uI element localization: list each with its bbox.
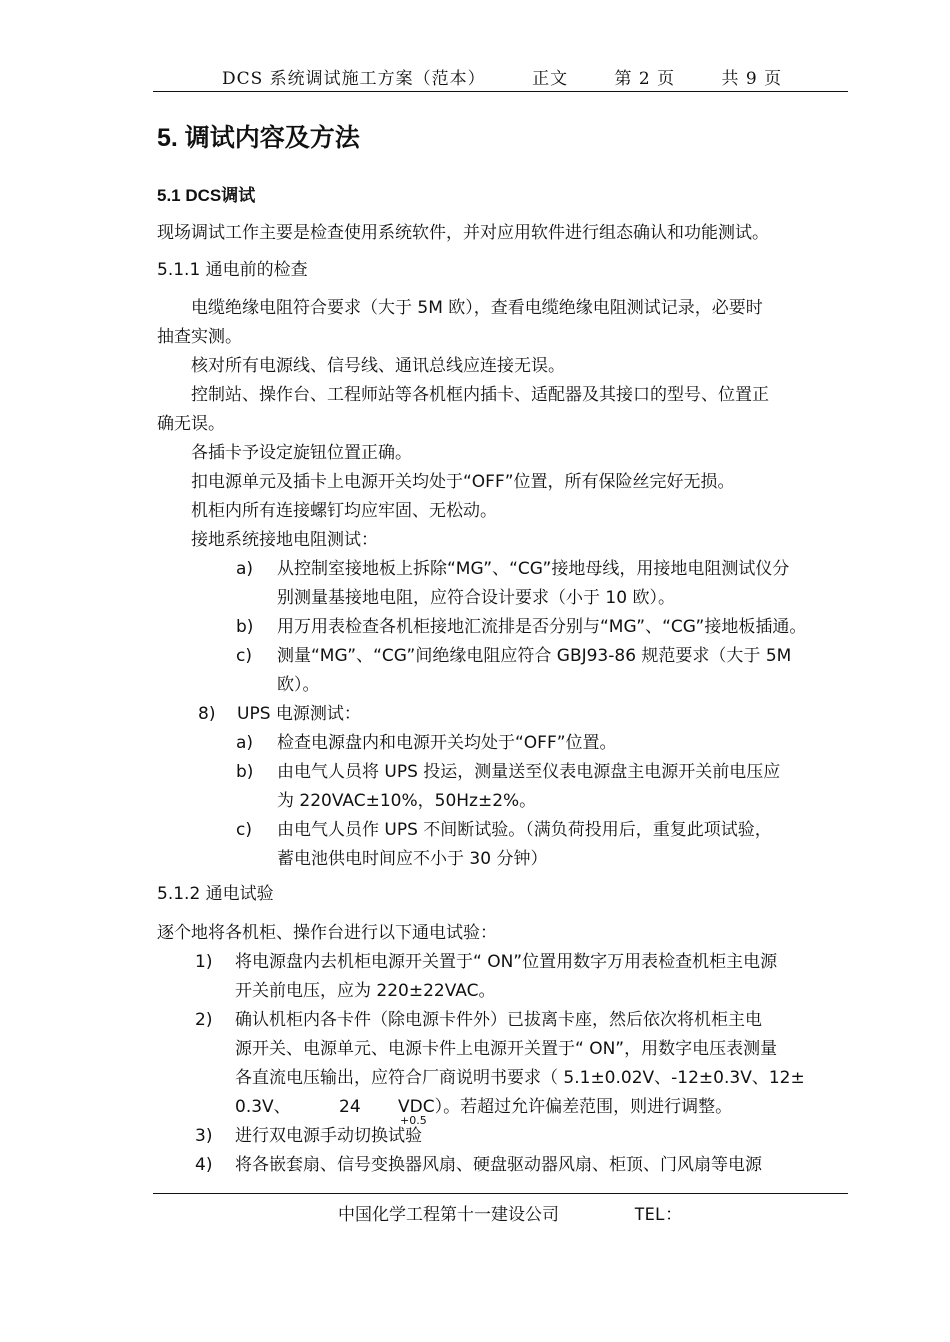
list-label: a): [236, 733, 254, 753]
subsection-title-5-1-2: 5.1.2 通电试验: [157, 884, 274, 904]
body-line: 接地系统接地电阻测试：: [191, 530, 378, 550]
list-label: 3): [195, 1126, 213, 1146]
list-label: b): [236, 617, 254, 637]
intro-paragraph: 现场调试工作主要是检查使用系统软件，并对应用软件进行组态确认和功能测试。: [157, 223, 769, 243]
body-line: 机柜内所有连接螺钉均应牢固、无松动。: [191, 501, 497, 521]
footer-rule: [153, 1193, 848, 1194]
footer-company: 中国化学工程第十一建设公司: [338, 1205, 559, 1225]
list-item-line: 为 220VAC±10%，50Hz±2%。: [277, 791, 537, 811]
list-item-line: 别测量基接地电阻，应符合设计要求（小于 10 欧）。: [277, 588, 675, 608]
list-item-line: 确认机柜内各卡件（除电源卡件外）已拔离卡座，然后依次将机柜主电: [235, 1010, 762, 1030]
body-line: 电缆绝缘电阻符合要求（大于 5M 欧），查看电缆绝缘电阻测试记录，必要时: [191, 298, 763, 318]
body-line: 扣电源单元及插卡上电源开关均处于“OFF”位置，所有保险丝完好无损。: [191, 472, 735, 492]
header-section: 正文: [532, 69, 569, 89]
list-item-line: 从控制室接地板上拆除“MG”、“CG”接地母线，用接地电阻测试仪分: [277, 559, 790, 579]
subsection-title-5-1-1: 5.1.1 通电前的检查: [157, 260, 308, 280]
list-label: 1): [195, 952, 213, 972]
list-label: 2): [195, 1010, 213, 1030]
footer-tel: TEL：: [634, 1205, 683, 1225]
list-item-line: 测量“MG”、“CG”间绝缘电阻应符合 GBJ93-86 规范要求（大于 5M: [277, 646, 792, 666]
list-item-line: 开关前电压，应为 220±22VAC。: [235, 981, 496, 1001]
list-item-line: 检查电源盘内和电源开关均处于“OFF”位置。: [277, 733, 617, 753]
header-total-pages: 共 9 页: [721, 69, 783, 89]
page-header: [222, 64, 822, 89]
heading-2: 5.1 DCS调试: [157, 186, 256, 205]
list-item-line: 将电源盘内去机柜电源开关置于“ ON”位置用数字万用表检查机柜主电源: [235, 952, 778, 972]
list-label: b): [236, 762, 254, 782]
list-item-line: 0.3V、: [235, 1097, 291, 1117]
header-rule: [153, 91, 848, 92]
body-line: 各插卡予设定旋钮位置正确。: [191, 443, 412, 463]
voltage-tolerance: +0.5: [400, 1114, 427, 1127]
body-line: 逐个地将各机柜、操作台进行以下通电试验：: [157, 923, 497, 943]
body-line: 控制站、操作台、工程师站等各机框内插卡、适配器及其接口的型号、位置正: [191, 385, 769, 405]
list-item-line: 由电气人员将 UPS 投运，测量送至仪表电源盘主电源开关前电压应: [277, 762, 781, 782]
list-item-line: 欧）。: [277, 675, 320, 695]
ups-title: UPS 电源测试：: [237, 704, 361, 724]
list-label: 4): [195, 1155, 213, 1175]
header-doc-title: DCS 系统调试施工方案（范本）: [222, 69, 486, 89]
list-label: c): [236, 820, 252, 840]
list-item-line: 蓄电池供电时间应不小于 30 分钟）: [277, 849, 548, 869]
list-item-line: 进行双电源手动切换试验: [235, 1126, 422, 1146]
body-line: 抽查实测。: [157, 327, 242, 347]
body-line: 确无误。: [157, 414, 225, 434]
list-label: a): [236, 559, 254, 579]
body-line: 核对所有电源线、信号线、通讯总线应连接无误。: [191, 356, 565, 376]
list-item-line: VDC）。若超过允许偏差范围，则进行调整。: [398, 1097, 733, 1117]
list-label: c): [236, 646, 252, 666]
heading-1: 5. 调试内容及方法: [157, 124, 360, 152]
voltage-24: 24: [339, 1097, 361, 1117]
list-item-line: 由电气人员作 UPS 不间断试验。（满负荷投用后，重复此项试验，: [277, 820, 772, 840]
header-page-number: 第 2 页: [614, 69, 676, 89]
page-footer: [338, 1200, 682, 1225]
list-label: 8): [198, 704, 216, 724]
list-item-line: 源开关、电源单元、电源卡件上电源开关置于“ ON”，用数字电压表测量: [235, 1039, 778, 1059]
list-item-line: 各直流电压输出，应符合厂商说明书要求（ 5.1±0.02V、-12±0.3V、12±: [235, 1068, 805, 1088]
list-item-line: 将各嵌套扇、信号变换器风扇、硬盘驱动器风扇、柜顶、门风扇等电源: [235, 1155, 762, 1175]
list-item-line: 用万用表检查各机柜接地汇流排是否分别与“MG”、“CG”接地板插通。: [277, 617, 807, 637]
